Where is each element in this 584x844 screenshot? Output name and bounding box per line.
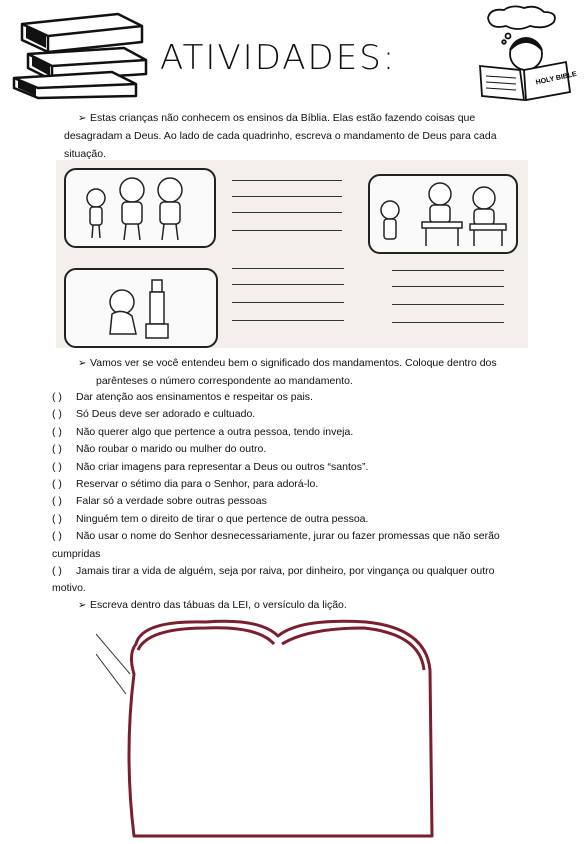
scene-child-kneeling-statue — [64, 268, 218, 348]
list-item — [52, 476, 500, 493]
answer-line[interactable] — [232, 180, 342, 181]
item-text: Só Deus deve ser adorado e cultuado. — [76, 408, 256, 421]
answer-line[interactable] — [392, 270, 504, 271]
answer-parentheses[interactable]: ( ) — [52, 495, 62, 508]
answer-line[interactable] — [232, 212, 342, 213]
arrow-bullet-icon: ➢ — [78, 600, 87, 611]
item-text: Não usar o nome do Senhor desnecessariamente, jurar ou fazer promessas que não serão — [76, 530, 500, 543]
list-item — [52, 441, 500, 458]
answer-line[interactable] — [232, 196, 342, 197]
list-item — [52, 563, 500, 580]
item-text: Falar só a verdade sobre outras pessoas — [76, 495, 267, 508]
instruction-2-line2: parênteses o número correspondente ao mandamento. — [96, 375, 353, 387]
answer-line[interactable] — [392, 322, 504, 323]
list-item-continuation — [52, 546, 500, 563]
arrow-bullet-icon: ➢ — [78, 358, 87, 369]
instruction-1: ➢ Estas crianças não conhecem os ensinos da Bíblia. Elas estão fazendo coisas que — [78, 110, 475, 128]
list-item — [52, 424, 500, 441]
item-text: Dar atenção aos ensinamentos e respeitar os pais. — [76, 391, 313, 403]
page-title: ATIVIDADES: — [160, 38, 397, 78]
scene-classroom-copying — [368, 174, 518, 254]
answer-parentheses[interactable]: ( ) — [52, 565, 62, 578]
list-item — [52, 389, 500, 406]
instruction-3: ➢ Escreva dentro das tábuas da LEI, o versículo da lição. — [78, 597, 347, 615]
list-item-continuation — [52, 580, 500, 597]
commandment-list — [52, 389, 500, 598]
answer-parentheses[interactable]: ( ) — [52, 425, 62, 438]
item-text: Não roubar o marido ou mulher do outro. — [76, 443, 267, 456]
list-item — [52, 406, 500, 423]
answer-line[interactable] — [232, 230, 342, 231]
answer-parentheses[interactable]: ( ) — [52, 391, 62, 403]
answer-parentheses[interactable]: ( ) — [52, 478, 62, 491]
books-stack-icon — [8, 8, 154, 100]
answer-line[interactable] — [392, 286, 504, 287]
list-item — [52, 459, 500, 476]
answer-parentheses[interactable]: ( ) — [52, 530, 62, 543]
answer-line[interactable] — [232, 302, 344, 303]
item-text: Ninguém tem o direito de tirar o que pertence de outra pessoa. — [76, 512, 369, 525]
item-text: Não querer algo que pertence a outra pessoa, tendo inveja. — [76, 425, 354, 438]
answer-parentheses[interactable]: ( ) — [52, 443, 62, 456]
instruction-2: ➢ Vamos ver se você entendeu bem o significado dos mandamentos. Coloque dentro dos — [78, 355, 497, 373]
instruction-1-line3: situação. — [64, 148, 107, 160]
answer-line[interactable] — [232, 268, 344, 269]
list-item — [52, 493, 500, 510]
answer-parentheses[interactable]: ( ) — [52, 512, 62, 525]
item-text: Não criar imagens para representar a Deus ou outros “santos”. — [76, 460, 369, 473]
answer-parentheses[interactable]: ( ) — [52, 460, 62, 473]
answer-line[interactable] — [232, 320, 344, 321]
item-text: Jamais tirar a vida de alguém, seja por raiva, por dinheiro, por vingança ou qualquer outro — [76, 565, 495, 578]
answer-line[interactable] — [392, 304, 504, 305]
list-item — [52, 511, 500, 528]
item-text: motivo. — [52, 582, 86, 595]
item-text: Reservar o sétimo dia para o Senhor, para adorá-lo. — [76, 478, 319, 491]
item-text: cumpridas — [52, 547, 101, 560]
child-reading-bible-icon — [468, 4, 578, 104]
bible-label: HOLY BIBLE — [535, 70, 578, 87]
list-item — [52, 528, 500, 545]
arrow-bullet-icon: ➢ — [78, 113, 87, 124]
instruction-1-line2: desagradam a Deus. Ao lado de cada quadrinho, escreva o mandamento de Deus para cada — [64, 130, 497, 142]
scene-children-arguing — [64, 168, 216, 248]
tablets-of-law-drawing[interactable] — [96, 614, 442, 842]
answer-parentheses[interactable]: ( ) — [52, 408, 62, 421]
answer-line[interactable] — [232, 284, 344, 285]
